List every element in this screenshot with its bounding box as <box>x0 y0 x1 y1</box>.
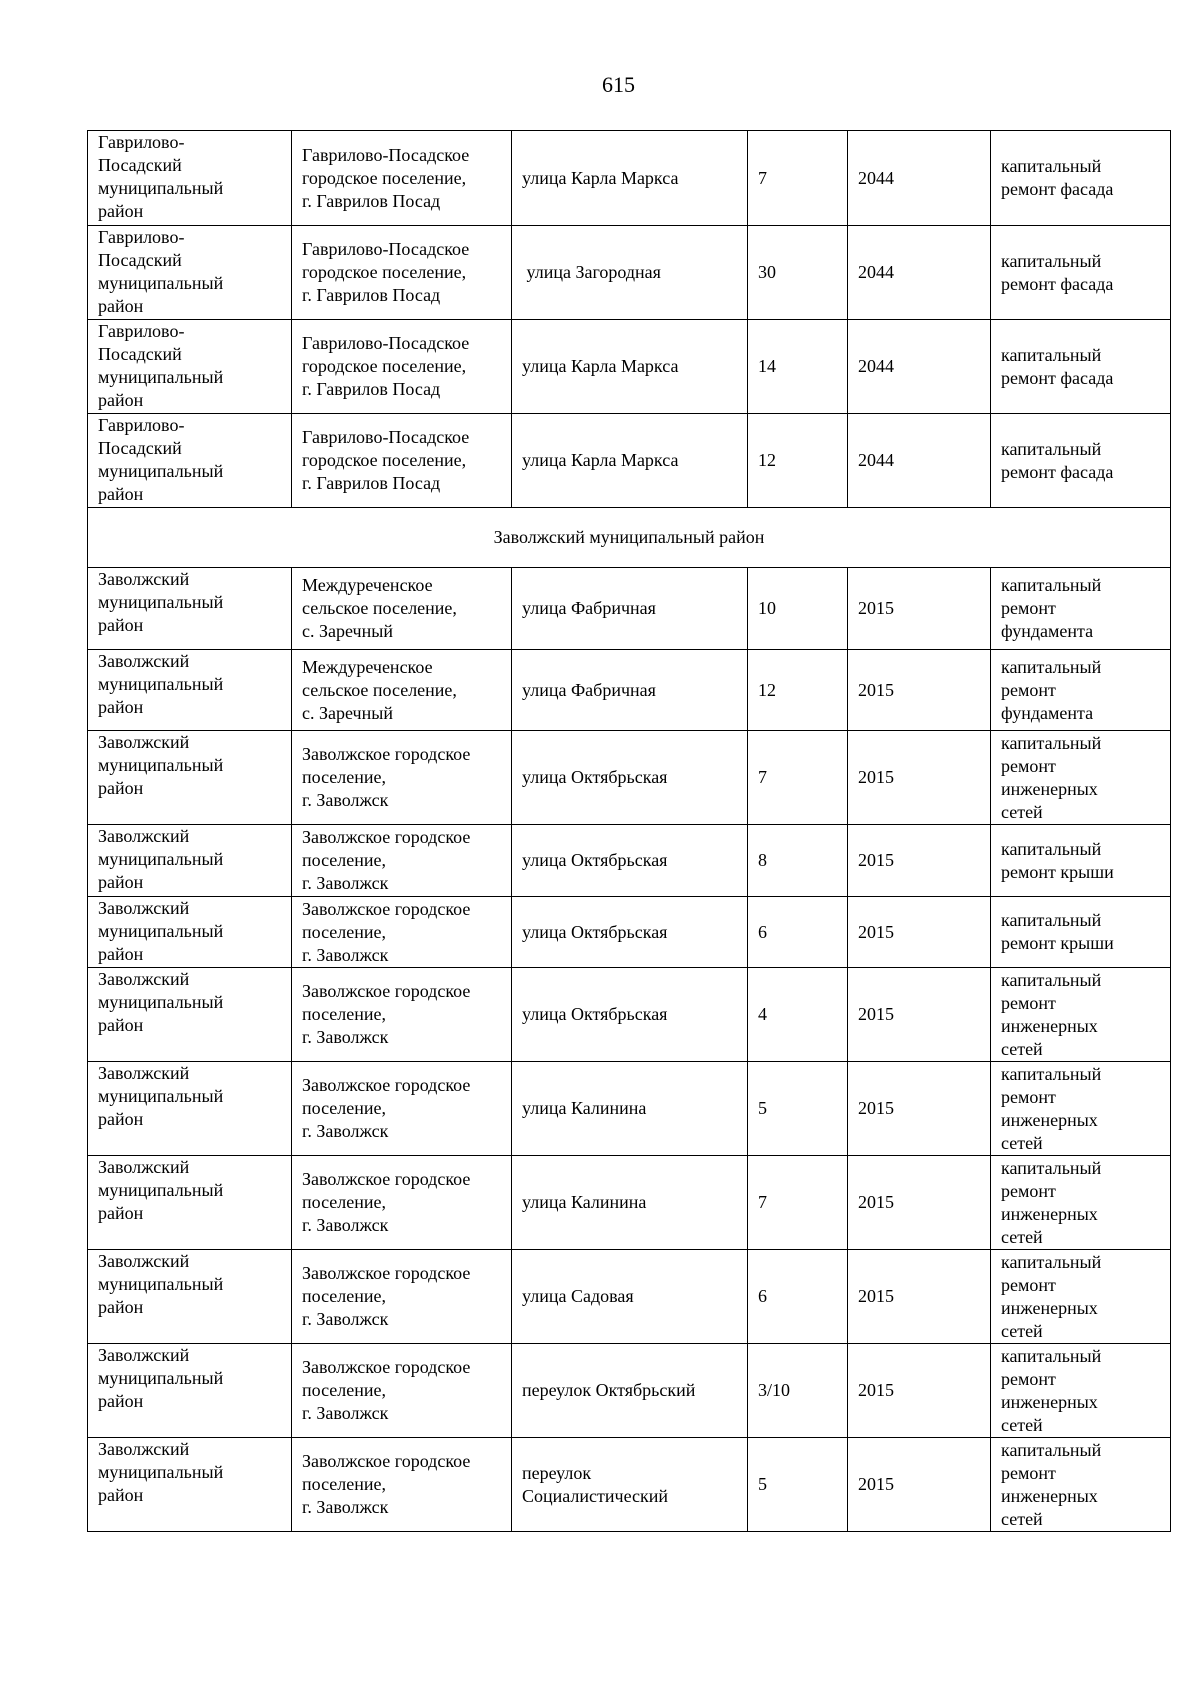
year-cell: 2015 <box>848 1438 991 1532</box>
work-type-cell: капитальный ремонт инженерных сетей <box>991 1250 1171 1344</box>
work-type-cell: капитальный ремонт фасада <box>991 414 1171 508</box>
street-cell: улица Фабричная <box>512 568 748 650</box>
table-row <box>88 1062 1171 1156</box>
street-cell: улица Фабричная <box>512 650 748 731</box>
street-cell: улица Карла Маркса <box>512 414 748 508</box>
section-header-row <box>88 508 1171 568</box>
settlement-cell: Заволжское городское поселение, г. Заволжск <box>292 1062 512 1156</box>
district-cell: Заволжский муниципальный район <box>88 897 292 968</box>
work-type-cell: капитальный ремонт крыши <box>991 825 1171 897</box>
street-cell: улица Октябрьская <box>512 968 748 1062</box>
house-number-cell: 5 <box>748 1438 848 1532</box>
settlement-cell: Гаврилово-Посадское городское поселение, г. Гаврилов Посад <box>292 414 512 508</box>
settlement-cell: Гаврилово-Посадское городское поселение, г. Гаврилов Посад <box>292 226 512 320</box>
table-row <box>88 1250 1171 1344</box>
work-type-cell: капитальный ремонт инженерных сетей <box>991 731 1171 825</box>
year-cell: 2015 <box>848 568 991 650</box>
table-row <box>88 131 1171 226</box>
house-number-cell: 5 <box>748 1062 848 1156</box>
district-cell: Гаврилово- Посадский муниципальный район <box>88 131 292 226</box>
street-cell: улица Садовая <box>512 1250 748 1344</box>
page-number: 615 <box>602 72 635 97</box>
year-cell: 2015 <box>848 1344 991 1438</box>
settlement-cell: Междуреченское сельское поселение, с. Заречный <box>292 650 512 731</box>
settlement-cell: Гаврилово-Посадское городское поселение, г. Гаврилов Посад <box>292 320 512 414</box>
settlement-cell: Заволжское городское поселение, г. Заволжск <box>292 1344 512 1438</box>
house-number-cell: 30 <box>748 226 848 320</box>
house-number-cell: 4 <box>748 968 848 1062</box>
settlement-cell: Заволжское городское поселение, г. Заволжск <box>292 897 512 968</box>
work-type-cell: капитальный ремонт инженерных сетей <box>991 1156 1171 1250</box>
house-number-cell: 10 <box>748 568 848 650</box>
year-cell: 2015 <box>848 650 991 731</box>
house-number-cell: 12 <box>748 650 848 731</box>
district-cell: Заволжский муниципальный район <box>88 650 292 731</box>
street-cell: улица Загородная <box>512 226 748 320</box>
settlement-cell: Заволжское городское поселение, г. Заволжск <box>292 1250 512 1344</box>
settlement-cell: Гаврилово-Посадское городское поселение, г. Гаврилов Посад <box>292 131 512 226</box>
work-type-cell: капитальный ремонт фасада <box>991 320 1171 414</box>
house-number-cell: 6 <box>748 897 848 968</box>
house-number-cell: 12 <box>748 414 848 508</box>
table-body <box>88 131 1171 1532</box>
district-cell: Заволжский муниципальный район <box>88 1344 292 1438</box>
year-cell: 2044 <box>848 131 991 226</box>
house-number-cell: 3/10 <box>748 1344 848 1438</box>
year-cell: 2015 <box>848 1062 991 1156</box>
district-cell: Заволжский муниципальный район <box>88 1250 292 1344</box>
work-type-cell: капитальный ремонт фундамента <box>991 568 1171 650</box>
street-cell: переулок Социалистический <box>512 1438 748 1532</box>
district-cell: Заволжский муниципальный район <box>88 968 292 1062</box>
district-cell: Заволжский муниципальный район <box>88 1438 292 1532</box>
district-cell: Гаврилово- Посадский муниципальный район <box>88 320 292 414</box>
table-row <box>88 1344 1171 1438</box>
table-row <box>88 650 1171 731</box>
house-number-cell: 7 <box>748 731 848 825</box>
year-cell: 2015 <box>848 825 991 897</box>
house-number-cell: 7 <box>748 131 848 226</box>
house-number-cell: 14 <box>748 320 848 414</box>
work-type-cell: капитальный ремонт инженерных сетей <box>991 1062 1171 1156</box>
table-row <box>88 1156 1171 1250</box>
section-title: Заволжский муниципальный район <box>88 508 1171 568</box>
street-cell: переулок Октябрьский <box>512 1344 748 1438</box>
table-row <box>88 226 1171 320</box>
table-row <box>88 414 1171 508</box>
table-row <box>88 897 1171 968</box>
district-cell: Заволжский муниципальный район <box>88 731 292 825</box>
year-cell: 2044 <box>848 320 991 414</box>
street-cell: улица Калинина <box>512 1062 748 1156</box>
settlement-cell: Междуреченское сельское поселение, с. Заречный <box>292 568 512 650</box>
table-row <box>88 825 1171 897</box>
district-cell: Заволжский муниципальный район <box>88 568 292 650</box>
district-cell: Заволжский муниципальный район <box>88 825 292 897</box>
work-type-cell: капитальный ремонт инженерных сетей <box>991 1344 1171 1438</box>
work-type-cell: капитальный ремонт фундамента <box>991 650 1171 731</box>
house-number-cell: 8 <box>748 825 848 897</box>
work-type-cell: капитальный ремонт фасада <box>991 131 1171 226</box>
year-cell: 2044 <box>848 414 991 508</box>
street-cell: улица Октябрьская <box>512 731 748 825</box>
year-cell: 2044 <box>848 226 991 320</box>
year-cell: 2015 <box>848 968 991 1062</box>
table-row <box>88 1438 1171 1532</box>
table-row <box>88 968 1171 1062</box>
work-type-cell: капитальный ремонт инженерных сетей <box>991 968 1171 1062</box>
year-cell: 2015 <box>848 731 991 825</box>
work-type-cell: капитальный ремонт крыши <box>991 897 1171 968</box>
year-cell: 2015 <box>848 897 991 968</box>
house-number-cell: 6 <box>748 1250 848 1344</box>
table-row <box>88 320 1171 414</box>
settlement-cell: Заволжское городское поселение, г. Заволжск <box>292 968 512 1062</box>
district-cell: Заволжский муниципальный район <box>88 1156 292 1250</box>
work-type-cell: капитальный ремонт фасада <box>991 226 1171 320</box>
table-row <box>88 731 1171 825</box>
settlement-cell: Заволжское городское поселение, г. Заволжск <box>292 1156 512 1250</box>
street-cell: улица Октябрьская <box>512 897 748 968</box>
district-cell: Гаврилово- Посадский муниципальный район <box>88 414 292 508</box>
district-cell: Заволжский муниципальный район <box>88 1062 292 1156</box>
street-cell: улица Калинина <box>512 1156 748 1250</box>
street-cell: улица Октябрьская <box>512 825 748 897</box>
year-cell: 2015 <box>848 1156 991 1250</box>
table-row <box>88 568 1171 650</box>
repair-schedule-table <box>87 130 1171 1532</box>
settlement-cell: Заволжское городское поселение, г. Заволжск <box>292 731 512 825</box>
street-cell: улица Карла Маркса <box>512 131 748 226</box>
street-cell: улица Карла Маркса <box>512 320 748 414</box>
settlement-cell: Заволжское городское поселение, г. Заволжск <box>292 825 512 897</box>
settlement-cell: Заволжское городское поселение, г. Заволжск <box>292 1438 512 1532</box>
year-cell: 2015 <box>848 1250 991 1344</box>
work-type-cell: капитальный ремонт инженерных сетей <box>991 1438 1171 1532</box>
district-cell: Гаврилово- Посадский муниципальный район <box>88 226 292 320</box>
house-number-cell: 7 <box>748 1156 848 1250</box>
